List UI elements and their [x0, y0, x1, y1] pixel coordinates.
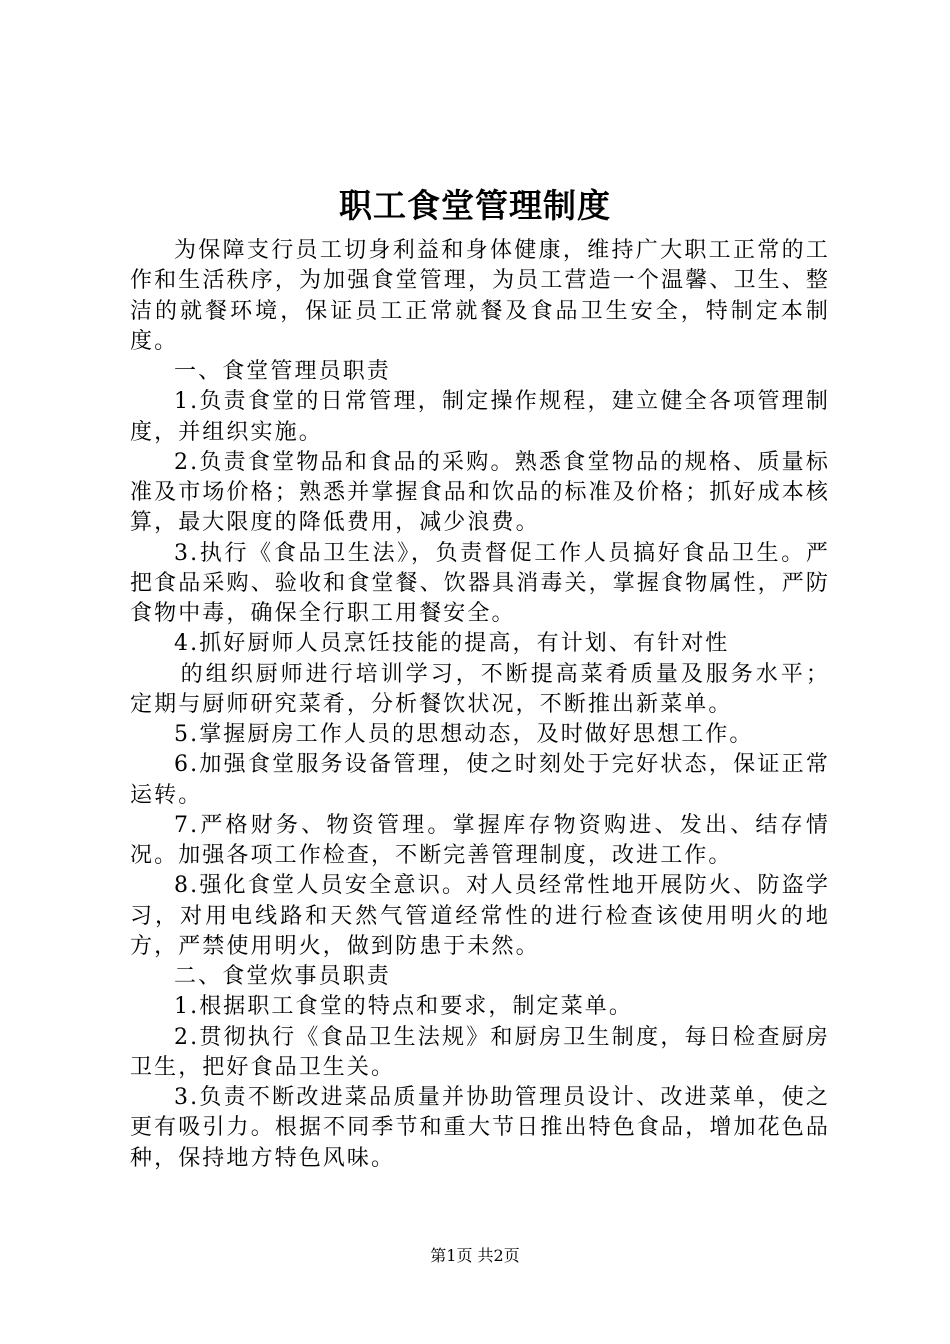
list-item: 7.严格财务、物资管理。掌握库存物资购进、发出、结存情况。加强各项工作检查，不断完善管理制度，改进工作。	[130, 812, 830, 868]
list-item: 1.根据职工食堂的特点和要求，制定菜单。	[174, 994, 633, 1020]
list-item: 4.抓好厨师人员烹饪技能的提高，有计划、有针对性	[174, 631, 730, 657]
intro-paragraph: 为保障支行员工切身利益和身体健康，维持广大职工正常的工作和生活秩序，为加强食堂管理，为员工营造一个温馨、卫生、整洁的就餐环境，保证员工正常就餐及食品卫生安全，特制定本制度。	[130, 238, 830, 354]
list-item-continuation: 的组织厨师进行培训学习，不断提高菜肴质量及服务水平；定期与厨师研究菜肴，分析餐饮状况，不断推出新菜单。	[130, 661, 830, 717]
list-item: 2.贯彻执行《食品卫生法规》和厨房卫生制度，每日检查厨房卫生，把好食品卫生关。	[130, 1024, 830, 1080]
document-body	[130, 236, 830, 1174]
list-item: 3.执行《食品卫生法》，负责督促工作人员搞好食品卫生。严把食品采购、验收和食堂餐、饮器具消毒关，掌握食物属性，严防食物中毒，确保全行职工用餐安全。	[130, 540, 830, 626]
list-item: 1.负责食堂的日常管理，制定操作规程，建立健全各项管理制度，并组织实施。	[130, 389, 830, 445]
list-item: 8.强化食堂人员安全意识。对人员经常性地开展防火、防盗学习，对用电线路和天然气管道经常性的进行检查该使用明火的地方，严禁使用明火，做到防患于未然。	[130, 873, 830, 959]
list-item: 5.掌握厨房工作人员的思想动态，及时做好思想工作。	[174, 722, 754, 747]
section-heading: 一、食堂管理员职责	[174, 359, 391, 384]
document-title: 职工食堂管理制度	[339, 186, 611, 225]
list-item: 2.负责食堂物品和食品的采购。熟悉食堂物品的规格、质量标准及市场价格；熟悉并掌握食品和饮品的标准及价格；抓好成本核算，最大限度的降低费用，减少浪费。	[130, 449, 830, 536]
list-item: 3.负责不断改进菜品质量并协助管理员设计、改进菜单，使之更有吸引力。根据不同季节和重大节日推出特色食品，增加花色品种，保持地方特色风味。	[130, 1085, 830, 1171]
section-heading: 二、食堂炊事员职责	[174, 964, 391, 989]
page-number: 第1页 共2页	[430, 1246, 520, 1265]
list-item: 6.加强食堂服务设备管理，使之时刻处于完好状态，保证正常运转。	[130, 752, 830, 808]
